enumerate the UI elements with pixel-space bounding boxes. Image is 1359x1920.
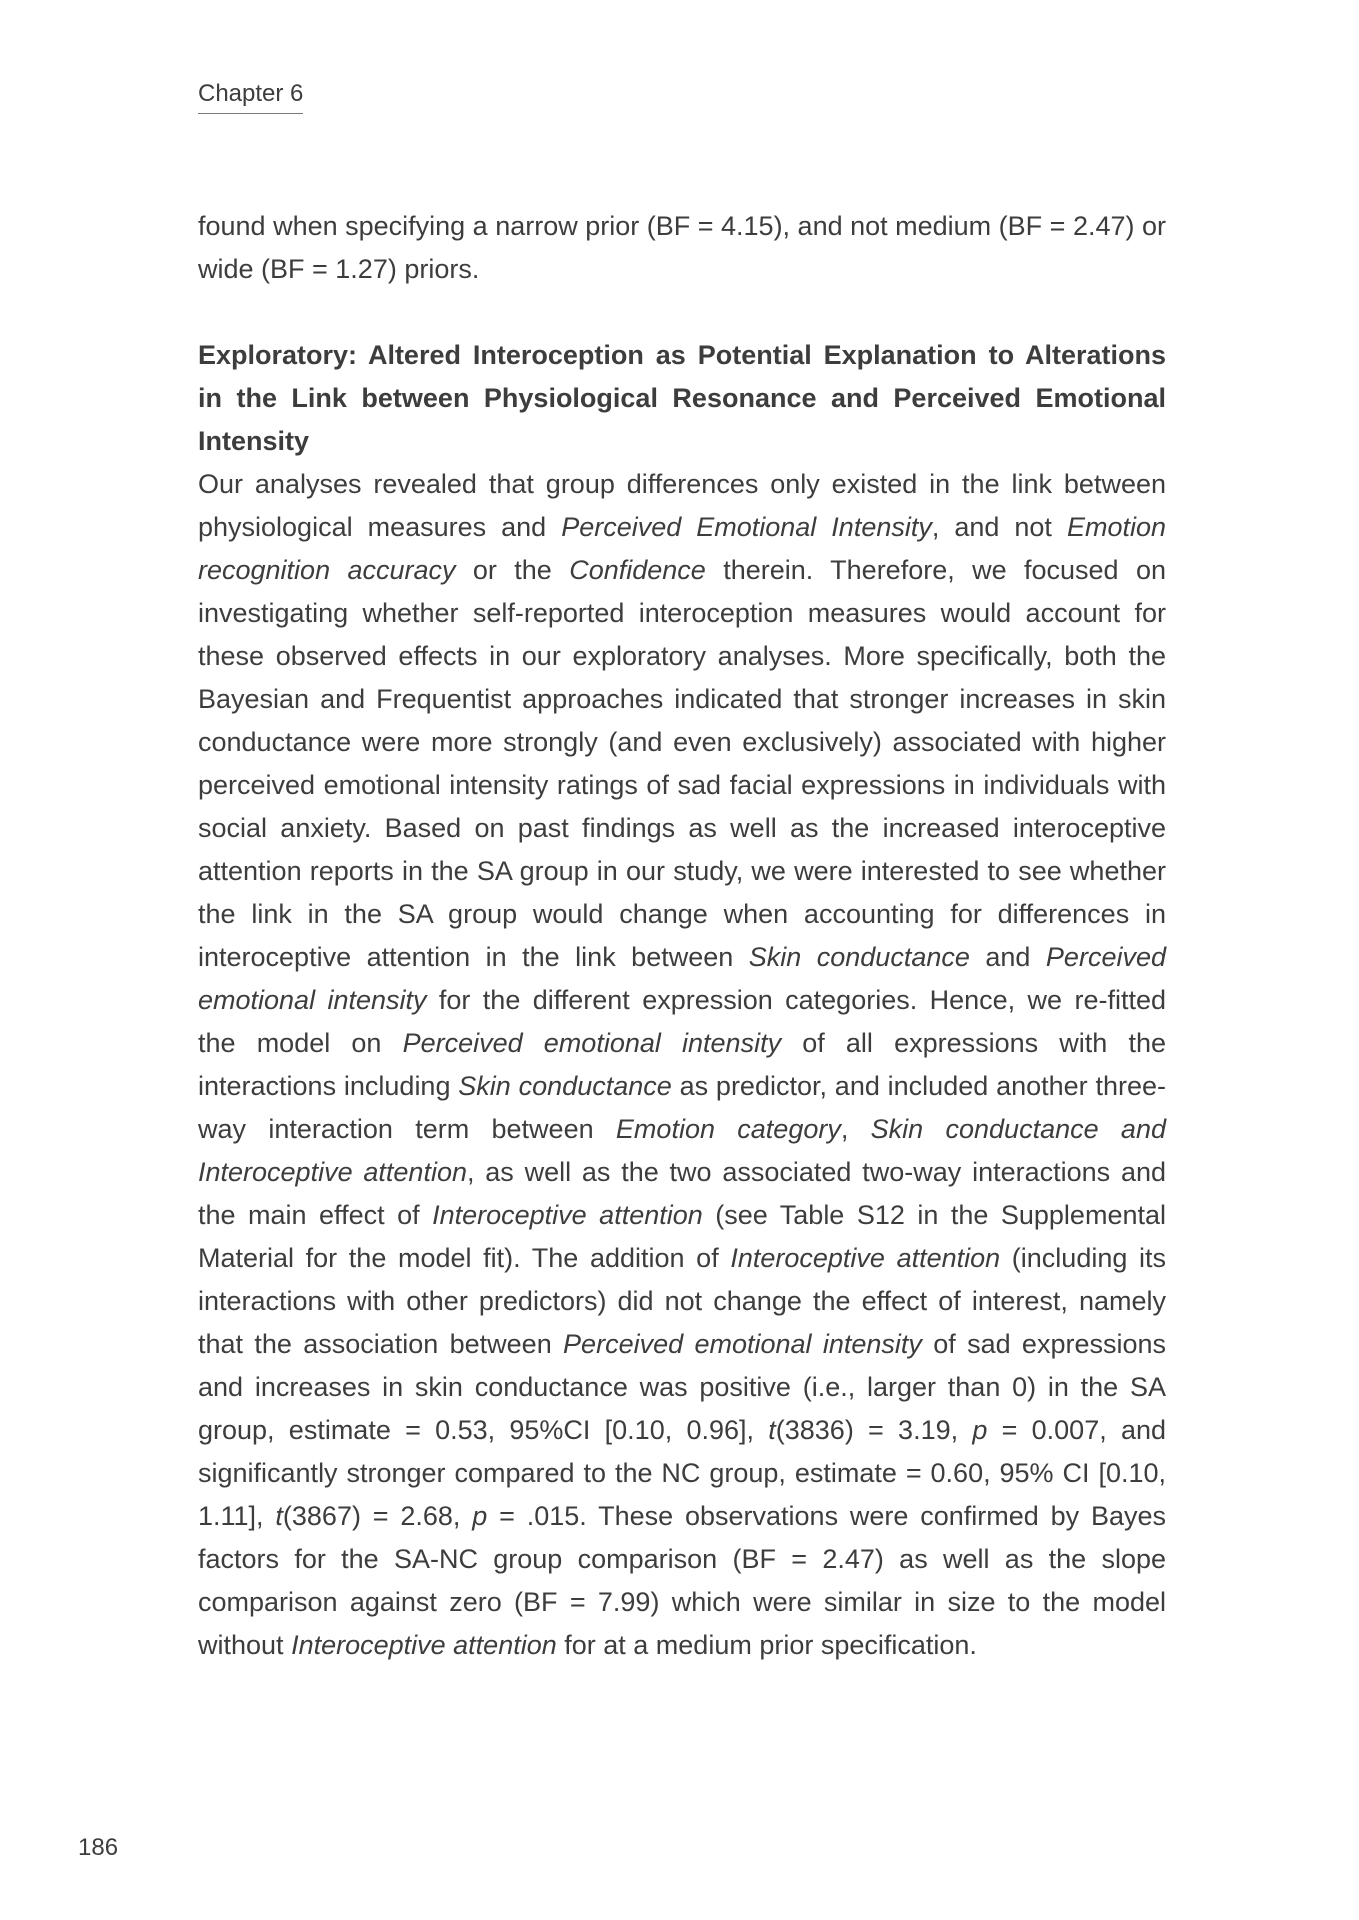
chapter-header: Chapter 6 (198, 80, 303, 114)
page-content (198, 205, 1166, 1667)
section-heading: Exploratory: Altered Interoception as Potential Explanation to Alterations in the Link between Physiological Resonance and Perceived Emotional Intensity (198, 340, 1166, 456)
intro-paragraph: found when specifying a narrow prior (BF = 4.15), and not medium (BF = 2.47) or wide (BF = 1.27) priors. (198, 211, 1166, 284)
page-number: 186 (78, 1834, 119, 1861)
body-paragraph: Our analyses revealed that group differences only existed in the link between physiological measures and Perceived Emotional Intensity, and not Emotion recognition accuracy or the Confidence therein. Therefore, we focused on investigating whether self-reported interoception measures would account for these observed effects in our exploratory analyses. More specifically, both the Bayesian and Frequentist approaches indicated that stronger increases in skin conductance were more strongly (and even exclusively) associated with higher perceived emotional intensity ratings of sad facial expressions in individuals with social anxiety. Based on past findings as well as the increased interoceptive attention reports in the SA group in our study, we were interested to see whether the link in the SA group would change when accounting for differences in interoceptive attention in the link between Skin conductance and Perceived emotional intensity for the different expression categories. Hence, we re-fitted the model on Perceived emotional intensity of all expressions with the interactions including Skin conductance as predictor, and included another three-way interaction term between Emotion category, Skin conductance and Interoceptive attention, as well as the two associated two-way interactions and the main effect of Interoceptive attention (see Table S12 in the Supplemental Material for the model fit). The addition of Interoceptive attention (including its interactions with other predictors) did not change the effect of interest, namely that the association between Perceived emotional intensity of sad expressions and increases in skin conductance was positive (i.e., larger than 0) in the SA group, estimate = 0.53, 95%CI [0.10, 0.96], t(3836) = 3.19, p = 0.007, and significantly stronger compared to the NC group, estimate = 0.60, 95% CI [0.10, 1.11], t(3867) = 2.68, p = .015. These observations were confirmed by Bayes factors for the SA-NC group comparison (BF = 2.47) as well as the slope comparison against zero (BF = 7.99) which were similar in size to the model without Interoceptive attention for at a medium prior specification. (198, 469, 1167, 1660)
